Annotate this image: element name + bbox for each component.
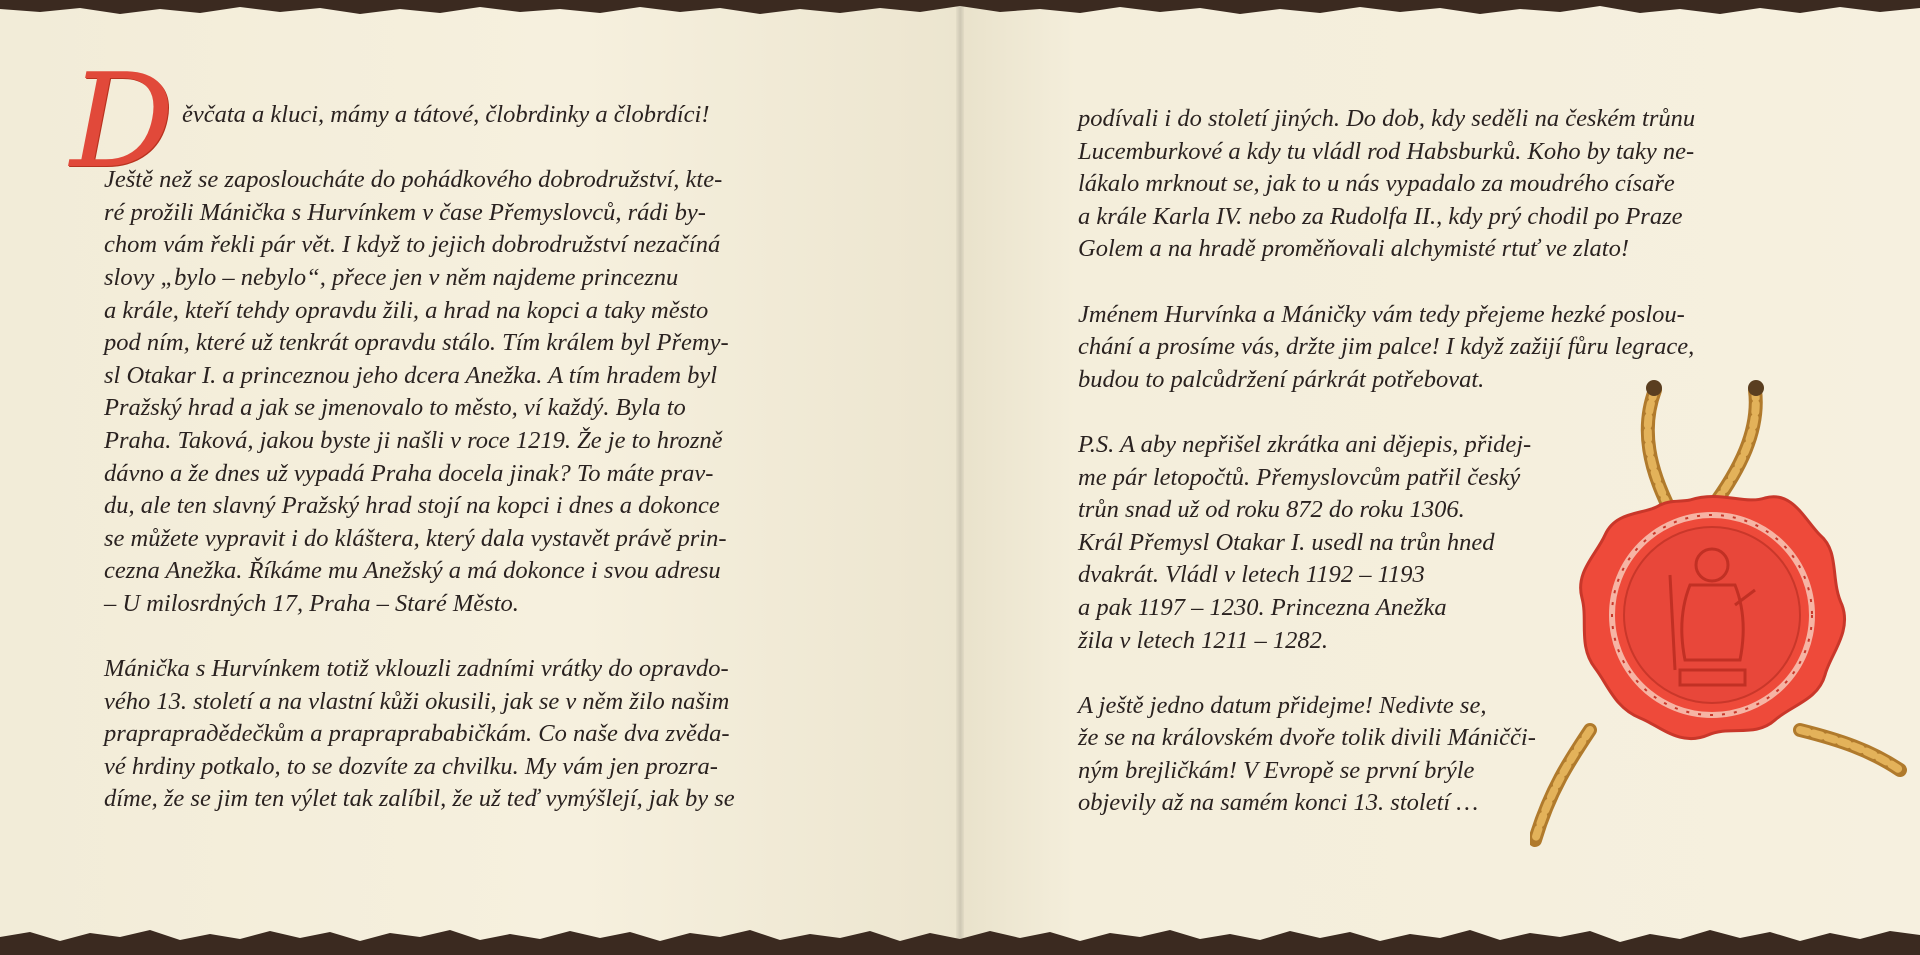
text-line: Král Přemysl Otakar I. usedl na trůn hned xyxy=(1078,528,1495,556)
page-fold xyxy=(956,0,964,955)
text-line: – U milosrdných 17, Praha – Staré Město. xyxy=(104,589,519,617)
text-line: a pak 1197 – 1230. Princezna Anežka xyxy=(1078,593,1447,621)
text-line: cezna Anežka. Říkáme mu Anežský a má dokonce i svou adresu xyxy=(104,557,721,585)
text-line: Ještě než se zaposloucháte do pohádkového dobrodružství, kte- xyxy=(104,166,723,194)
text-line: P.S. A aby nepřišel zkrátka ani dějepis, přidej- xyxy=(1078,430,1532,458)
text-line: a krále Karla IV. nebo za Rudolfa II., kdy prý chodil po Praze xyxy=(1078,202,1683,230)
drop-cap: D xyxy=(70,45,175,197)
text-line: budou to palcůdržení párkrát potřebovat. xyxy=(1078,365,1485,393)
text-line: slovy „bylo – nebylo“, přece jen v něm najdeme princeznu xyxy=(104,263,679,291)
text-line: Golem a na hradě proměňovali alchymisté rtuť ve zlato! xyxy=(1078,235,1629,263)
text-line: du, ale ten slavný Pražský hrad stojí na kopci i dnes a dokonce xyxy=(104,492,720,520)
text-line: chom vám řekli pár vět. I když to jejich dobrodružství nezačíná xyxy=(104,231,721,259)
text-line: ným brejličkám! V Evropě se první brýle xyxy=(1078,756,1475,784)
text-line: objevily až na samém konci 13. století … xyxy=(1078,789,1479,817)
text-line: sl Otakar I. a princeznou jeho dcera Anežka. A tím hradem byl xyxy=(104,361,718,389)
intro-greeting: ěvčata a kluci, mámy a tátové, člobrdinky a člobrdíci! xyxy=(182,101,710,128)
text-line: ré prožili Mánička s Hurvínkem v čase Přemyslovců, rádi by- xyxy=(104,198,706,226)
text-line: lákalo mrknout se, jak to u nás vypadalo za moudrého císaře xyxy=(1078,170,1675,198)
text-line: žila v letech 1211 – 1282. xyxy=(1078,626,1328,654)
text-line: me pár letopočtů. Přemyslovcům patřil český xyxy=(1078,463,1521,491)
text-line: prapraprадědečkům a prapraprababičkám. Co naše dva zvěda- xyxy=(104,720,730,748)
text-line: vého 13. století a na vlastní kůži okusili, jak se v něm žilo našim xyxy=(104,687,730,715)
text-line: vé hrdiny potkalo, to se dozvíte za chvilku. My vám jen prozra- xyxy=(104,752,718,780)
text-line: A ještě jedno datum přidejme! Nedivte se, xyxy=(1078,691,1487,719)
text-line: Lucemburkové a kdy tu vládl rod Habsburků. Koho by taky ne- xyxy=(1078,137,1695,165)
text-line: podívali i do století jiných. Do dob, kdy seděli na českém trůnu xyxy=(1078,105,1696,132)
torn-top-edge xyxy=(0,0,1920,20)
text-line: Praha. Taková, jakou byste ji našli v roce 1219. Že je to hrozně xyxy=(104,426,723,454)
text-line: dvakrát. Vládl v letech 1192 – 1193 xyxy=(1078,561,1425,589)
text-line: Pražský hrad a jak se jmenovalo to město, ví každý. Byla to xyxy=(104,394,686,422)
text-line: chání a prosíme vás, držte jim palce! I když zažijí fůru legrace, xyxy=(1078,333,1695,361)
text-line: díme, že se jim ten výlet tak zalíbil, že už teď vymýšlejí, jak by se xyxy=(104,785,735,813)
text-line: dávno a že dnes už vypadá Praha docela jinak? To máte prav- xyxy=(104,459,714,487)
left-text-column xyxy=(104,99,735,816)
text-line: trůn snad už od roku 872 do roku 1306. xyxy=(1078,496,1465,524)
text-line: Mánička s Hurvínkem totiž vklouzli zadními vrátky do opravdo- xyxy=(104,655,729,683)
text-line: pod ním, které už tenkrát opravdu stálo. Tím králem byl Přemy- xyxy=(104,329,729,357)
wax-seal-illustration xyxy=(1530,370,1910,850)
text-line: se můžete vypravit i do kláštera, který dala vystavět právě prin- xyxy=(104,524,727,552)
torn-bottom-edge xyxy=(0,921,1920,955)
text-line: a krále, kteří tehdy opravdu žili, a hrad na kopci a taky město xyxy=(104,296,709,324)
text-line: Jménem Hurvínka a Máničky vám tedy přejeme hezké poslou- xyxy=(1078,300,1685,328)
text-line: že se na královském dvoře tolik divili Máničči- xyxy=(1078,724,1536,752)
